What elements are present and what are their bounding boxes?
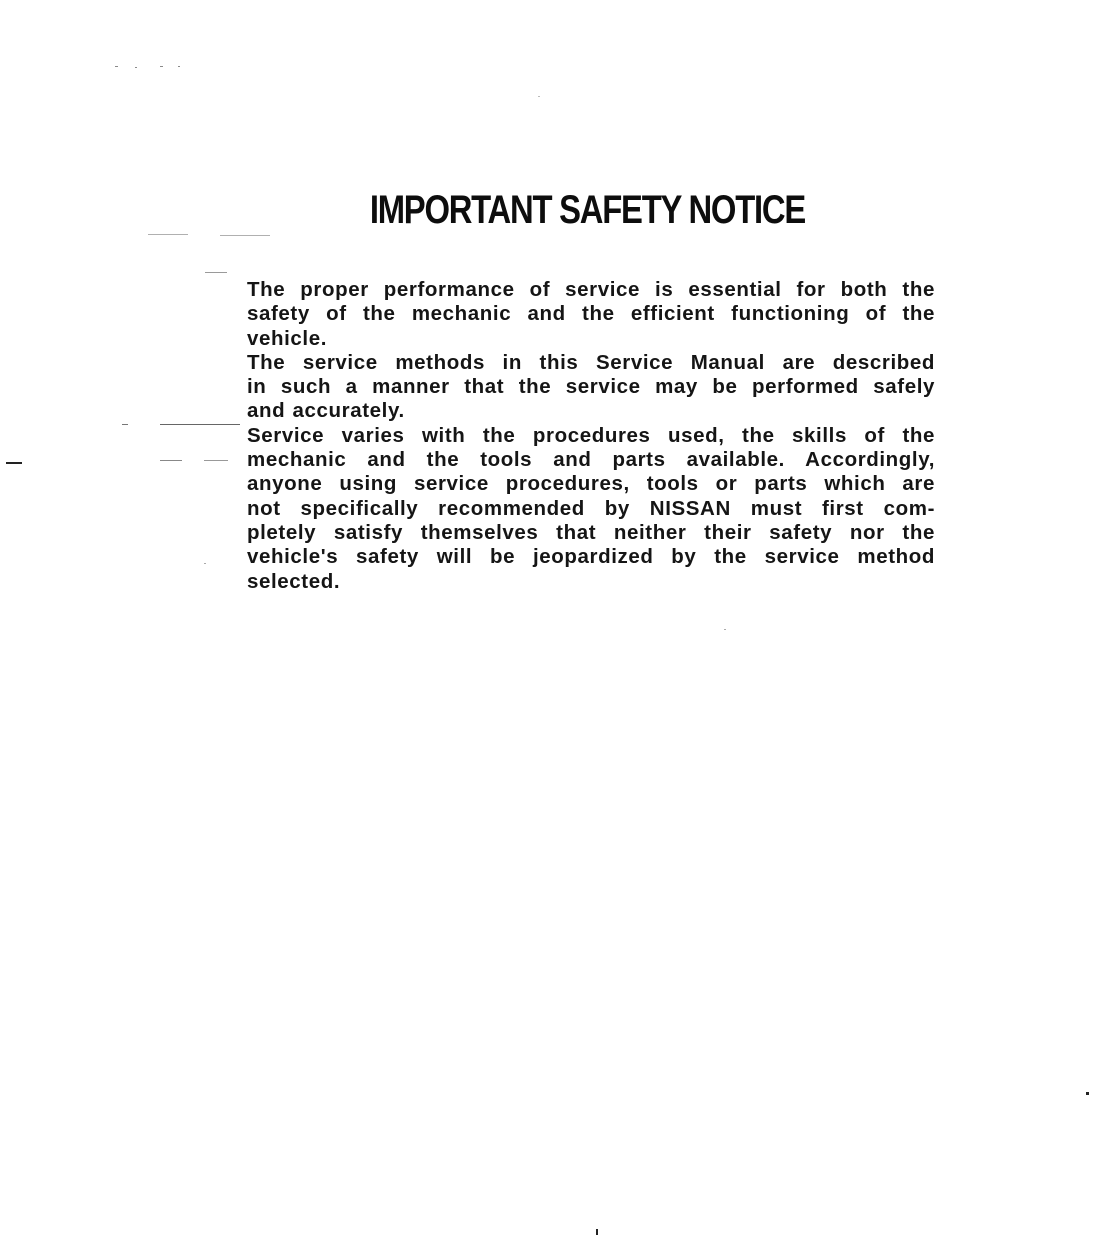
- scan-speck: [724, 629, 726, 630]
- text-line: vehicle's safety will be jeopardized by the service method: [247, 545, 935, 569]
- scan-speck: [122, 424, 128, 425]
- text-line: anyone using service procedures, tools or parts which are: [247, 472, 935, 496]
- text-line: The service methods in this Service Manual are described: [247, 350, 935, 374]
- scan-speck: [205, 272, 227, 273]
- text-line: not specifically recommended by NISSAN must first com-: [247, 496, 935, 520]
- text-line: pletely satisfy themselves that neither their safety nor the: [247, 520, 935, 544]
- text-line: The proper performance of service is essential for both the: [247, 278, 935, 301]
- text-line: mechanic and the tools and parts available. Accordingly,: [247, 448, 935, 472]
- paragraph-2: [247, 351, 935, 424]
- scan-speck: [178, 66, 180, 67]
- scan-speck: [115, 66, 118, 67]
- scan-speck: [160, 424, 240, 425]
- safety-notice-body: [247, 278, 935, 594]
- scan-speck: [204, 563, 206, 564]
- scan-dot-mark: [1086, 1092, 1089, 1095]
- text-line: vehicle.: [247, 326, 328, 350]
- paragraph-1: [247, 278, 935, 351]
- text-line: selected.: [247, 569, 341, 593]
- scan-dash-mark: [6, 462, 22, 464]
- page-title: IMPORTANT SAFETY NOTICE: [369, 188, 805, 232]
- text-line: in such a manner that the service may be performed safely: [247, 375, 935, 399]
- scan-speck: [538, 96, 540, 97]
- scan-speck: [160, 66, 163, 67]
- scan-speck: [204, 460, 228, 461]
- text-line: safety of the mechanic and the efficient functioning of the: [247, 302, 935, 326]
- scan-speck: [148, 234, 188, 235]
- scan-dot-mark: [596, 1229, 598, 1235]
- paragraph-3: [247, 424, 935, 594]
- scan-speck: [160, 460, 182, 461]
- scan-speck: [220, 235, 270, 236]
- text-line: Service varies with the procedures used, the skills of the: [247, 423, 935, 447]
- text-line: and accurately.: [247, 399, 405, 423]
- scan-speck: [135, 67, 137, 68]
